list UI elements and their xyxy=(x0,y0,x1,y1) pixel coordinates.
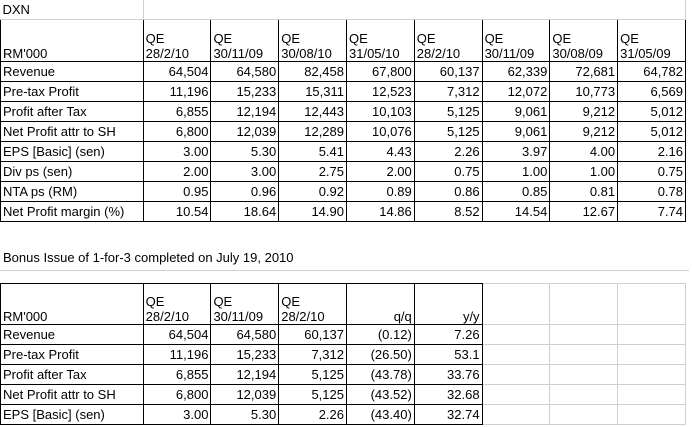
value-cell[interactable]: 9,212 xyxy=(550,122,618,142)
value-cell[interactable]: 12.67 xyxy=(550,202,618,222)
row-label[interactable]: Profit after Tax xyxy=(1,102,144,122)
value-cell[interactable]: 4.00 xyxy=(550,142,618,162)
value-cell[interactable]: 12,072 xyxy=(482,82,550,102)
empty-cell[interactable] xyxy=(550,325,618,345)
unit-label[interactable]: RM'000 xyxy=(1,284,144,325)
value-cell[interactable]: 14.86 xyxy=(347,202,415,222)
value-cell[interactable]: 0.86 xyxy=(414,182,482,202)
empty-cell[interactable] xyxy=(618,345,686,365)
col-header-7[interactable]: QE 30/08/09 xyxy=(550,20,618,62)
value-cell[interactable]: 5,125 xyxy=(279,365,347,385)
table-row xyxy=(1,202,686,222)
col-header-qoq[interactable]: q/q xyxy=(347,284,415,325)
bonus-issue-note[interactable]: Bonus Issue of 1-for-3 completed on July 19, 2010 xyxy=(0,248,689,271)
value-cell[interactable]: 2.00 xyxy=(347,162,415,182)
row-label[interactable]: Pre-tax Profit xyxy=(1,345,144,365)
table-row xyxy=(1,325,686,345)
col-header-6[interactable]: QE 30/11/09 xyxy=(482,20,550,62)
value-cell[interactable]: 12,523 xyxy=(347,82,415,102)
value-cell[interactable]: 67,800 xyxy=(347,62,415,82)
col-header-1[interactable]: QE 28/2/10 xyxy=(143,20,211,62)
row-label[interactable]: Net Profit margin (%) xyxy=(1,202,144,222)
empty-cell[interactable] xyxy=(550,365,618,385)
value-cell[interactable]: 9,212 xyxy=(550,102,618,122)
col-header-4[interactable]: QE 31/05/10 xyxy=(347,20,415,62)
value-cell[interactable]: 6,569 xyxy=(618,82,686,102)
value-cell[interactable]: 0.92 xyxy=(279,182,347,202)
table2-body xyxy=(1,325,686,425)
value-cell[interactable]: 5,125 xyxy=(414,122,482,142)
value-cell[interactable]: 9,061 xyxy=(482,102,550,122)
col-header-8[interactable]: QE 31/05/09 xyxy=(618,20,686,62)
value-cell[interactable]: (26.50) xyxy=(347,345,415,365)
value-cell[interactable]: 10.54 xyxy=(143,202,211,222)
table-row xyxy=(1,162,686,182)
value-cell[interactable]: 60,137 xyxy=(414,62,482,82)
value-cell[interactable]: 0.75 xyxy=(414,162,482,182)
col-header-3[interactable]: QE 28/2/10 xyxy=(279,284,347,325)
value-cell[interactable]: 64,782 xyxy=(618,62,686,82)
value-cell[interactable]: 62,339 xyxy=(482,62,550,82)
value-cell[interactable]: 9,061 xyxy=(482,122,550,142)
row-label[interactable]: Revenue xyxy=(1,325,144,345)
value-cell[interactable]: 82,458 xyxy=(279,62,347,82)
title-row-blank[interactable] xyxy=(143,0,685,20)
value-cell[interactable]: 6,855 xyxy=(143,365,211,385)
value-cell[interactable]: 6,800 xyxy=(143,385,211,405)
value-cell[interactable]: 2.16 xyxy=(618,142,686,162)
empty-cell[interactable] xyxy=(482,345,550,365)
table-row xyxy=(1,62,686,82)
value-cell[interactable]: 15,233 xyxy=(211,82,279,102)
table-row xyxy=(1,142,686,162)
col-header-5[interactable]: QE 28/2/10 xyxy=(414,20,482,62)
value-cell[interactable]: 5.41 xyxy=(279,142,347,162)
value-cell[interactable]: 64,580 xyxy=(211,62,279,82)
col-header-1[interactable]: QE 28/2/10 xyxy=(143,284,211,325)
row-label[interactable]: Profit after Tax xyxy=(1,365,144,385)
value-cell[interactable]: 33.76 xyxy=(414,365,482,385)
unit-label[interactable]: RM'000 xyxy=(1,20,144,62)
row-label[interactable]: EPS [Basic] (sen) xyxy=(1,405,144,425)
company-title[interactable]: DXN xyxy=(1,0,144,20)
value-cell[interactable]: 32.68 xyxy=(414,385,482,405)
empty-cell[interactable] xyxy=(618,385,686,405)
empty-cell[interactable] xyxy=(550,345,618,365)
value-cell[interactable]: 7.74 xyxy=(618,202,686,222)
value-cell[interactable]: 10,103 xyxy=(347,102,415,122)
empty-cell[interactable] xyxy=(618,284,686,325)
value-cell[interactable]: 12,194 xyxy=(211,365,279,385)
value-cell[interactable]: 1.00 xyxy=(482,162,550,182)
header-row xyxy=(1,20,686,62)
row-label[interactable]: Div ps (sen) xyxy=(1,162,144,182)
value-cell[interactable]: 60,137 xyxy=(279,325,347,345)
value-cell[interactable]: 11,196 xyxy=(143,82,211,102)
row-label[interactable]: Net Profit attr to SH xyxy=(1,385,144,405)
value-cell[interactable]: 4.43 xyxy=(347,142,415,162)
value-cell[interactable]: 5,125 xyxy=(414,102,482,122)
title-row xyxy=(1,0,686,20)
value-cell[interactable]: 2.75 xyxy=(279,162,347,182)
row-label[interactable]: EPS [Basic] (sen) xyxy=(1,142,144,162)
empty-cell[interactable] xyxy=(482,365,550,385)
value-cell[interactable]: 10,076 xyxy=(347,122,415,142)
value-cell[interactable]: 53.1 xyxy=(414,345,482,365)
row-label[interactable]: NTA ps (RM) xyxy=(1,182,144,202)
value-cell[interactable]: 14.54 xyxy=(482,202,550,222)
table1-body xyxy=(1,62,686,222)
table-row xyxy=(1,102,686,122)
value-cell[interactable]: 64,504 xyxy=(143,325,211,345)
value-cell[interactable]: 12,443 xyxy=(279,102,347,122)
value-cell[interactable]: 0.85 xyxy=(482,182,550,202)
col-header-yoy[interactable]: y/y xyxy=(414,284,482,325)
value-cell[interactable]: 2.26 xyxy=(414,142,482,162)
col-header-2[interactable]: QE 30/11/09 xyxy=(211,284,279,325)
value-cell[interactable]: 12,039 xyxy=(211,385,279,405)
value-cell[interactable]: 18.64 xyxy=(211,202,279,222)
empty-cell[interactable] xyxy=(550,405,618,425)
value-cell[interactable]: 2.00 xyxy=(143,162,211,182)
empty-cell[interactable] xyxy=(550,284,618,325)
table-row xyxy=(1,385,686,405)
value-cell[interactable]: 32.74 xyxy=(414,405,482,425)
col-header-2[interactable]: QE 30/11/09 xyxy=(211,20,279,62)
table-row xyxy=(1,345,686,365)
value-cell[interactable]: 6,855 xyxy=(143,102,211,122)
value-cell[interactable]: (0.12) xyxy=(347,325,415,345)
empty-cell[interactable] xyxy=(482,284,550,325)
value-cell[interactable]: 0.95 xyxy=(143,182,211,202)
value-cell[interactable]: 0.96 xyxy=(211,182,279,202)
value-cell[interactable]: 1.00 xyxy=(550,162,618,182)
value-cell[interactable]: 0.75 xyxy=(618,162,686,182)
value-cell[interactable]: 3.97 xyxy=(482,142,550,162)
value-cell[interactable]: (43.40) xyxy=(347,405,415,425)
row-label[interactable]: Revenue xyxy=(1,62,144,82)
value-cell[interactable]: 7,312 xyxy=(279,345,347,365)
value-cell[interactable]: 72,681 xyxy=(550,62,618,82)
table-row xyxy=(1,405,686,425)
value-cell[interactable]: 15,233 xyxy=(211,345,279,365)
value-cell[interactable]: 12,194 xyxy=(211,102,279,122)
table-row xyxy=(1,122,686,142)
blank-row[interactable] xyxy=(0,270,686,284)
empty-cell[interactable] xyxy=(550,385,618,405)
value-cell[interactable]: 10,773 xyxy=(550,82,618,102)
empty-cell[interactable] xyxy=(618,405,686,425)
value-cell[interactable]: 64,504 xyxy=(143,62,211,82)
value-cell[interactable]: 3.00 xyxy=(143,405,211,425)
value-cell[interactable]: (43.78) xyxy=(347,365,415,385)
value-cell[interactable]: 15,311 xyxy=(279,82,347,102)
value-cell[interactable]: 3.00 xyxy=(143,142,211,162)
header-row xyxy=(1,284,686,325)
value-cell[interactable]: 5,012 xyxy=(618,122,686,142)
value-cell[interactable]: 11,196 xyxy=(143,345,211,365)
value-cell[interactable]: 0.81 xyxy=(550,182,618,202)
value-cell[interactable]: 5,012 xyxy=(618,102,686,122)
empty-cell[interactable] xyxy=(482,325,550,345)
col-header-3[interactable]: QE 30/08/10 xyxy=(279,20,347,62)
value-cell[interactable]: 7,312 xyxy=(414,82,482,102)
table-row xyxy=(1,82,686,102)
value-cell[interactable]: 14.90 xyxy=(279,202,347,222)
empty-cell[interactable] xyxy=(482,385,550,405)
value-cell[interactable]: 8.52 xyxy=(414,202,482,222)
value-cell[interactable]: 7.26 xyxy=(414,325,482,345)
table-row xyxy=(1,365,686,385)
empty-cell[interactable] xyxy=(482,405,550,425)
value-cell[interactable]: 3.00 xyxy=(211,162,279,182)
value-cell[interactable]: 6,800 xyxy=(143,122,211,142)
value-cell[interactable]: 0.89 xyxy=(347,182,415,202)
table-row xyxy=(1,182,686,202)
value-cell[interactable]: 5,125 xyxy=(279,385,347,405)
value-cell[interactable]: 5.30 xyxy=(211,142,279,162)
row-label[interactable]: Net Profit attr to SH xyxy=(1,122,144,142)
comparison-table xyxy=(0,283,686,425)
value-cell[interactable]: 2.26 xyxy=(279,405,347,425)
value-cell[interactable]: 12,039 xyxy=(211,122,279,142)
value-cell[interactable]: (43.52) xyxy=(347,385,415,405)
value-cell[interactable]: 64,580 xyxy=(211,325,279,345)
row-label[interactable]: Pre-tax Profit xyxy=(1,82,144,102)
empty-cell[interactable] xyxy=(618,365,686,385)
empty-cell[interactable] xyxy=(618,325,686,345)
value-cell[interactable]: 5.30 xyxy=(211,405,279,425)
value-cell[interactable]: 12,289 xyxy=(279,122,347,142)
value-cell[interactable]: 0.78 xyxy=(618,182,686,202)
